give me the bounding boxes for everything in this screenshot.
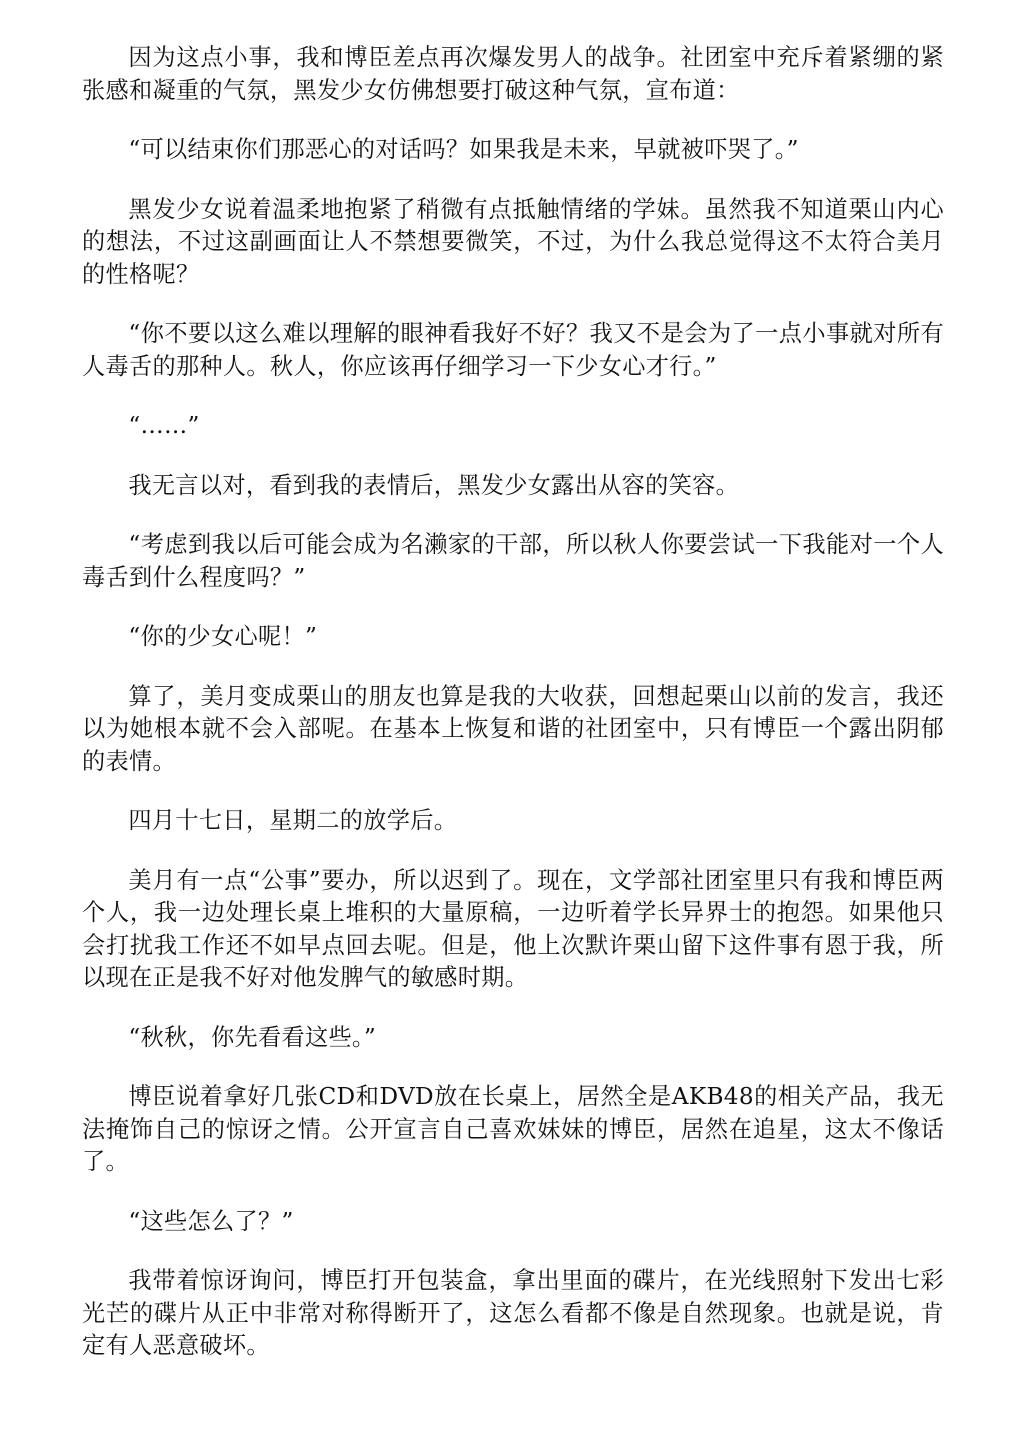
paragraph: 黑发少女说着温柔地抱紧了稍微有点抵触情绪的学妹。虽然我不知道栗山内心的想法，不过这副画面让人不禁想要微笑，不过，为什么我总觉得这不太符合美月的性格呢？: [82, 195, 944, 288]
paragraph: 算了，美月变成栗山的朋友也算是我的大收获，回想起栗山以前的发言，我还以为她根本就不会入部呢。在基本上恢复和谐的社团室中，只有博臣一个露出阴郁的表情。: [82, 682, 944, 775]
paragraph: “可以结束你们那恶心的对话吗？如果我是未来，早就被吓哭了。”: [128, 136, 799, 163]
paragraph: 美月有一点“公事”要办，所以迟到了。现在，文学部社团室里只有我和博臣两个人，我一边处理长桌上堆积的大量原稿，一边听着学长异界士的抱怨。如果他只会打扰我工作还不如早点回去呢。但是，他上次默许栗山留下这件事有恩于我，所以现在正是我不好对他发脾气的敏感时期。: [82, 866, 944, 991]
document-page: [82, 42, 944, 1390]
paragraph: 我带着惊讶询问，博臣打开包装盒，拿出里面的碟片，在光线照射下发出七彩光芒的碟片从正中非常对称得断开了，这怎么看都不像是自然现象。也就是说，肯定有人恶意破坏。: [82, 1267, 944, 1359]
paragraph: “你的少女心呢！”: [128, 623, 318, 650]
paragraph: “这些怎么了？”: [128, 1207, 294, 1235]
paragraph: 我无言以对，看到我的表情后，黑发少女露出从容的笑容。: [128, 471, 740, 499]
paragraph: “考虑到我以后可能会成为名濑家的干部，所以秋人你要尝试一下我能对一个人毒舌到什么程度吗？”: [82, 531, 944, 591]
paragraph: 因为这点小事，我和博臣差点再次爆发男人的战争。社团室中充斥着紧绷的紧张感和凝重的气氛，黑发少女仿佛想要打破这种气氛，宣布道：: [82, 44, 944, 104]
paragraph: “你不要以这么难以理解的眼神看我好不好？我又不是会为了一点小事就对所有人毒舌的那种人。秋人，你应该再仔细学习一下少女心才行。”: [82, 320, 944, 380]
paragraph: 四月十七日，星期二的放学后。: [128, 807, 458, 834]
paragraph: 博臣说着拿好几张CD和DVD放在长桌上，居然全是AKB48的相关产品，我无法掩饰自己的惊讶之情。公开宣言自己喜欢妹妹的博臣，居然在追星，这太不像话了。: [82, 1083, 944, 1175]
paragraph: “……”: [128, 412, 200, 439]
paragraph: “秋秋，你先看看这些。”: [128, 1023, 376, 1051]
